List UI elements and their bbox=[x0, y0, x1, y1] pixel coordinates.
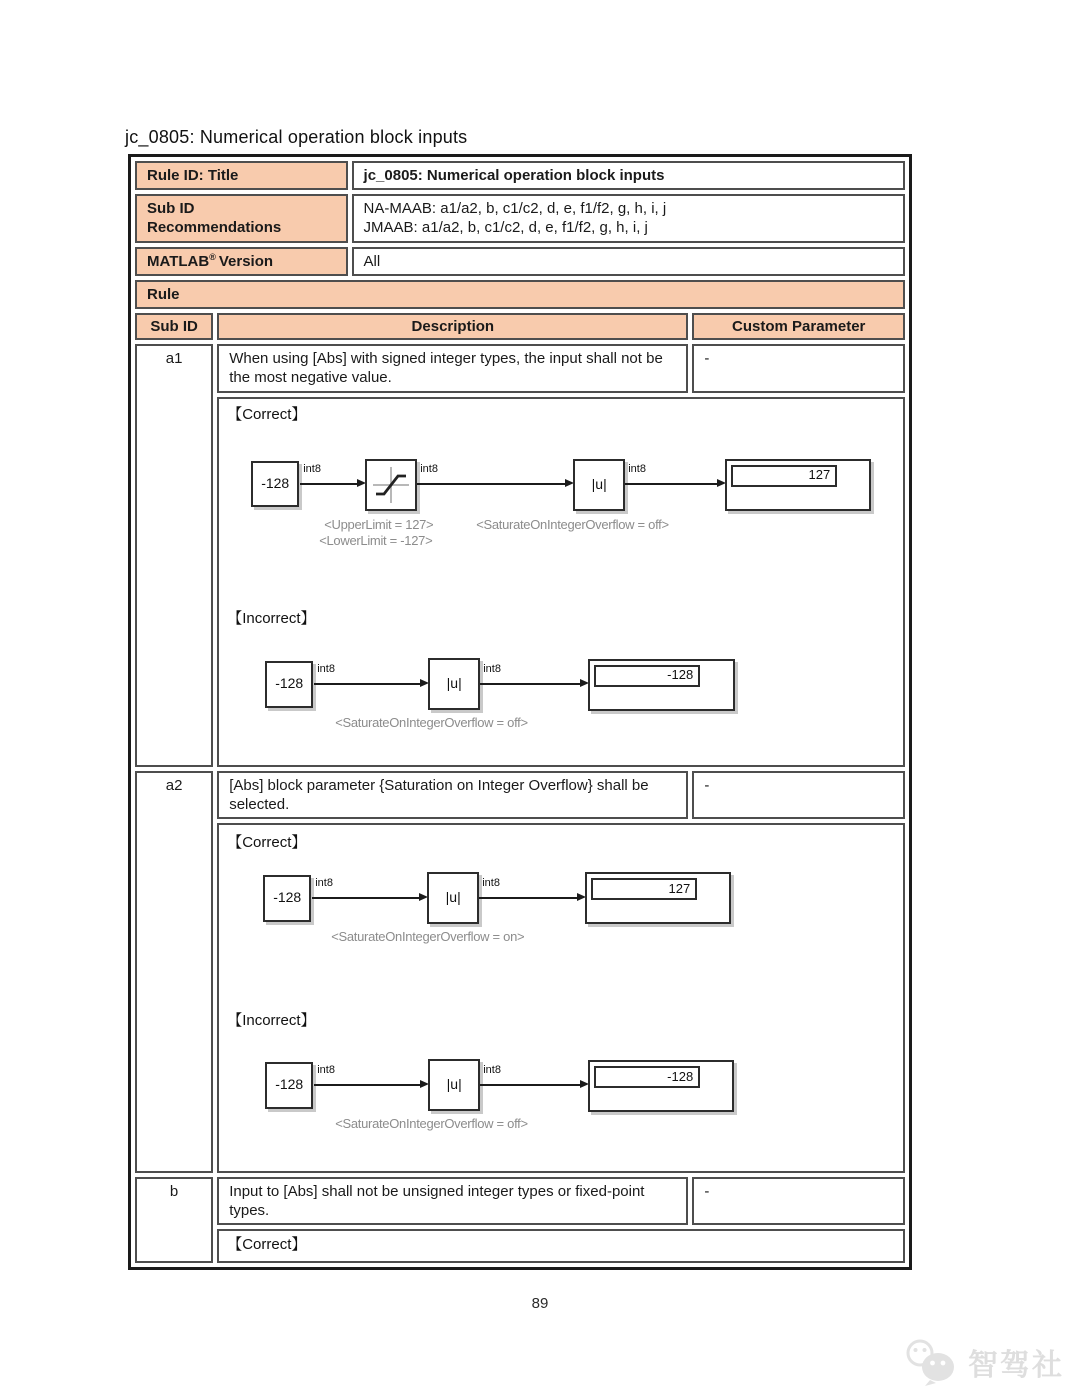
abs-block bbox=[573, 459, 625, 511]
saturation-block bbox=[365, 459, 417, 511]
constant-block bbox=[265, 1062, 313, 1109]
display-block bbox=[588, 1060, 734, 1112]
subid-label-line1: Sub ID bbox=[147, 200, 195, 218]
description-a1: When using [Abs] with signed integer types, the input shall not be the most negative value. bbox=[217, 344, 688, 392]
rule-section-header: Rule bbox=[135, 280, 905, 309]
annotation-saturate: <SaturateOnIntegerOverflow = off> bbox=[476, 516, 669, 532]
col-header-sub-id: Sub ID bbox=[135, 313, 213, 340]
rule-row-b bbox=[135, 1177, 905, 1225]
abs-label: |u| bbox=[446, 674, 462, 691]
matlab-version-value: All bbox=[352, 247, 905, 276]
row-matlab-version bbox=[135, 247, 905, 276]
annotation-lower-limit: <LowerLimit = -127> bbox=[319, 532, 433, 548]
constant-value: -128 bbox=[275, 675, 304, 692]
correct-label: 【Correct】 bbox=[227, 405, 307, 423]
abs-block bbox=[427, 872, 479, 924]
rule-table bbox=[128, 154, 912, 1270]
constant-block bbox=[263, 875, 311, 922]
signal-type-label: int8 bbox=[628, 462, 646, 475]
subid-recommendations-label bbox=[135, 194, 348, 242]
matlab-brand: MATLAB bbox=[147, 252, 210, 270]
page-title: jc_0805: Numerical operation block inputs bbox=[125, 127, 468, 147]
rule-id-value: jc_0805: Numerical operation block inputs bbox=[352, 161, 905, 190]
incorrect-label: 【Incorrect】 bbox=[227, 609, 316, 627]
rule-id-label: Rule ID: Title bbox=[135, 161, 348, 190]
signal-arrow bbox=[312, 897, 419, 899]
abs-label: |u| bbox=[446, 1075, 462, 1092]
signal-type-label: int8 bbox=[317, 1063, 335, 1076]
constant-value: -128 bbox=[273, 889, 302, 906]
signal-type-label: int8 bbox=[303, 462, 321, 475]
registered-mark: ® bbox=[209, 251, 216, 262]
matlab-version-word: Version bbox=[218, 252, 274, 270]
signal-arrow bbox=[480, 683, 580, 685]
abs-block bbox=[428, 658, 480, 710]
display-value: -128 bbox=[594, 665, 700, 687]
sub-id-b: b bbox=[135, 1177, 213, 1263]
example-row-a1 bbox=[135, 397, 905, 767]
signal-arrow bbox=[314, 1084, 420, 1086]
rule-row-a1 bbox=[135, 344, 905, 392]
signal-arrow bbox=[417, 483, 565, 485]
subid-label-line2: Recommendations bbox=[147, 219, 282, 237]
col-header-custom-parameter: Custom Parameter bbox=[692, 313, 905, 340]
signal-arrow bbox=[314, 683, 420, 685]
correct-label: 【Correct】 bbox=[227, 833, 307, 851]
description-a2: [Abs] block parameter {Saturation on Integer Overflow} shall be selected. bbox=[217, 771, 688, 819]
display-value: 127 bbox=[731, 465, 837, 487]
saturation-icon bbox=[371, 465, 411, 505]
custom-parameter-b: - bbox=[692, 1177, 905, 1225]
example-cell-b bbox=[217, 1229, 905, 1263]
display-value: 127 bbox=[591, 878, 697, 900]
correct-label: 【Correct】 bbox=[227, 1236, 307, 1254]
example-row-b bbox=[135, 1229, 905, 1263]
annotation-upper-limit: <UpperLimit = 127> bbox=[324, 516, 434, 532]
signal-type-label: int8 bbox=[420, 462, 438, 475]
subid-recommendations-value bbox=[352, 194, 905, 242]
example-row-a2 bbox=[135, 823, 905, 1173]
page-number: 89 bbox=[531, 1295, 549, 1312]
example-cell-a2 bbox=[217, 823, 905, 1173]
wechat-icon bbox=[902, 1337, 960, 1387]
jmaab-line: JMAAB: a1/a2, b, c1/c2, d, e, f1/f2, g, h, i, j bbox=[363, 219, 648, 237]
abs-label: |u| bbox=[445, 888, 461, 905]
abs-block bbox=[428, 1059, 480, 1111]
constant-value: -128 bbox=[275, 1076, 304, 1093]
signal-arrow bbox=[479, 897, 577, 899]
display-block bbox=[588, 659, 735, 711]
annotation-saturate: <SaturateOnIntegerOverflow = on> bbox=[331, 928, 525, 944]
constant-block bbox=[251, 461, 299, 507]
signal-type-label: int8 bbox=[317, 662, 335, 675]
signal-arrow bbox=[625, 483, 717, 485]
signal-type-label: int8 bbox=[482, 876, 500, 889]
display-value: -128 bbox=[594, 1066, 700, 1088]
row-column-headers bbox=[135, 313, 905, 340]
rule-row-a2 bbox=[135, 771, 905, 819]
display-block bbox=[585, 872, 731, 924]
signal-arrow bbox=[480, 1084, 580, 1086]
custom-parameter-a2: - bbox=[692, 771, 905, 819]
signal-type-label: int8 bbox=[483, 1063, 501, 1076]
sub-id-a1: a1 bbox=[135, 344, 213, 766]
constant-value: -128 bbox=[261, 474, 290, 491]
annotation-saturate: <SaturateOnIntegerOverflow = off> bbox=[335, 1115, 528, 1131]
constant-block bbox=[265, 661, 313, 708]
signal-type-label: int8 bbox=[315, 876, 333, 889]
example-cell-a1 bbox=[217, 397, 905, 767]
watermark bbox=[902, 1337, 1064, 1387]
custom-parameter-a1: - bbox=[692, 344, 905, 392]
row-rule-section bbox=[135, 280, 905, 309]
na-maab-line: NA-MAAB: a1/a2, b, c1/c2, d, e, f1/f2, g, h, i, j bbox=[363, 200, 667, 218]
row-subid-recommendations bbox=[135, 194, 905, 242]
description-b: Input to [Abs] shall not be unsigned integer types or fixed-point types. bbox=[217, 1177, 688, 1225]
signal-arrow bbox=[300, 483, 357, 485]
display-block bbox=[725, 459, 871, 511]
abs-label: |u| bbox=[591, 475, 607, 492]
matlab-version-label bbox=[135, 247, 348, 276]
row-rule-id bbox=[135, 161, 905, 190]
sub-id-a2: a2 bbox=[135, 771, 213, 1173]
watermark-text: 智驾社 bbox=[968, 1349, 1064, 1382]
annotation-saturate: <SaturateOnIntegerOverflow = off> bbox=[335, 714, 528, 730]
signal-type-label: int8 bbox=[483, 662, 501, 675]
incorrect-label: 【Incorrect】 bbox=[227, 1011, 316, 1029]
col-header-description: Description bbox=[217, 313, 688, 340]
